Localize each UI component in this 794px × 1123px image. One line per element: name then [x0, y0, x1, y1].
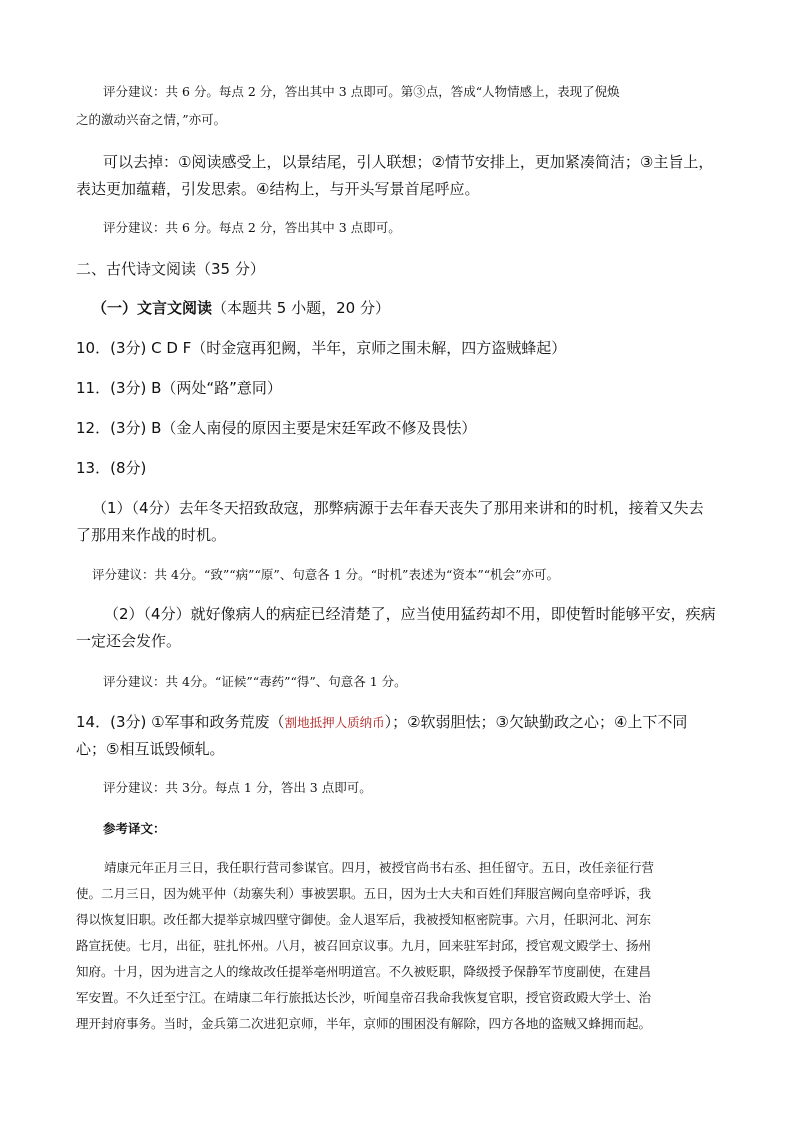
question-12-answer: 12．(3分) B（金人南侵的原因主要是宋廷军政不修及畏怯） [76, 419, 477, 437]
question-13-heading: 13．(8分) [76, 459, 147, 477]
question-14-answer-line-1 [76, 711, 687, 732]
translation-line: 靖康元年正月三日，我任职行营司参谋官。四月，被授官尚书右丞、担任留守。五日，改任亲征行营 [104, 860, 655, 875]
question-13-part-2-line-1: （2）（4分）就好像病人的病症已经清楚了，应当使用猛药却不用，即使暂时能够平安，疾病 [104, 605, 716, 623]
scoring-note-1-line-1: 评分建议：共 6 分。每点 2 分，答出其中 3 点即可。第③点，答成“人物情感上，表现了倪焕 [103, 84, 620, 99]
translation-line: 使。二月三日，因为姚平仲（劫寨失利）事被罢职。五日，因为士大夫和百姓们拜服宫阙向皇帝呼诉，我 [76, 886, 652, 901]
translation-heading: 参考译文： [103, 821, 166, 836]
question-14-post: ）；②软弱胆怯；③欠缺勤政之心；④上下不同 [384, 713, 688, 731]
scoring-note-1-line-2: 之的激动兴奋之情，”亦可。 [76, 112, 227, 127]
translation-line: 理开封府事务。当时，金兵第二次进犯京师，半年，京师的围困没有解除，四方各地的盗贼又蜂拥而起。 [76, 1016, 652, 1031]
translation-line: 路宣抚使。七月，出征，驻扎怀州。八月，被召回京议事。九月，回来驻军封邱，授官观文殿学士、扬州 [76, 938, 652, 953]
scoring-note-4: 评分建议：共 4分。“证候”“毒药”“得”、句意各 1 分。 [103, 674, 407, 689]
question-14-answer-line-2: 心；⑤相互诋毁倾轧。 [76, 740, 225, 758]
translation-line: 军安置。不久迁至宁江。在靖康二年行旅抵达长沙，听闻皇帝召我命我恢复官职，授官资政殿大学士、治 [76, 990, 652, 1005]
translation-line: 知府。十月，因为进言之人的缘故改任提举亳州明道宫。不久被贬职，降级授予保静军节度副使，在建昌 [76, 964, 652, 979]
question-13-part-2-line-2: 一定还会发作。 [76, 632, 182, 650]
section-2-subtitle [92, 297, 390, 318]
subsection-detail: （本题共 5 小题，20 分） [212, 299, 390, 317]
question-13-part-1-line-2: 了那用来作战的时机。 [76, 526, 227, 544]
answer-9-line-1: 可以去掉：①阅读感受上，以景结尾，引人联想；②情节安排上，更加紧凑简洁；③主旨上， [103, 153, 714, 171]
section-2-title: 二、古代诗文阅读（35 分） [76, 260, 265, 278]
translation-line: 得以恢复旧职。改任都大提举京城四壁守御使。金人退军后，我被授知枢密院事。六月，任职河北、河东 [76, 912, 652, 927]
question-10-answer: 10．(3分) C D F（时金寇再犯阙，半年，京师之围未解，四方盗贼蜂起） [76, 339, 567, 357]
scoring-note-5: 评分建议：共 3分。每点 1 分，答出 3 点即可。 [103, 780, 372, 795]
question-14-red-text: 割地抵押人质纳币 [284, 715, 385, 730]
scoring-note-2: 评分建议：共 6 分。每点 2 分，答出其中 3 点即可。 [103, 220, 401, 235]
scoring-note-3: 评分建议：共 4分。“致”“病”“原”、句意各 1 分。“时机”表述为“资本”“机会”亦可。 [92, 567, 560, 582]
subsection-label: （一）文言文阅读 [92, 299, 213, 317]
question-11-answer: 11．(3分) B（两处“路”意同） [76, 379, 282, 397]
question-13-part-1-line-1: （1）（4分）去年冬天招致敌寇，那弊病源于去年春天丧失了那用来讲和的时机，接着又失去 [92, 499, 704, 517]
answer-9-line-2: 表达更加蕴藉，引发思索。④结构上，与开头写景首尾呼应。 [76, 180, 480, 198]
question-14-pre: 14．(3分) ①军事和政务荒废（ [76, 713, 285, 731]
